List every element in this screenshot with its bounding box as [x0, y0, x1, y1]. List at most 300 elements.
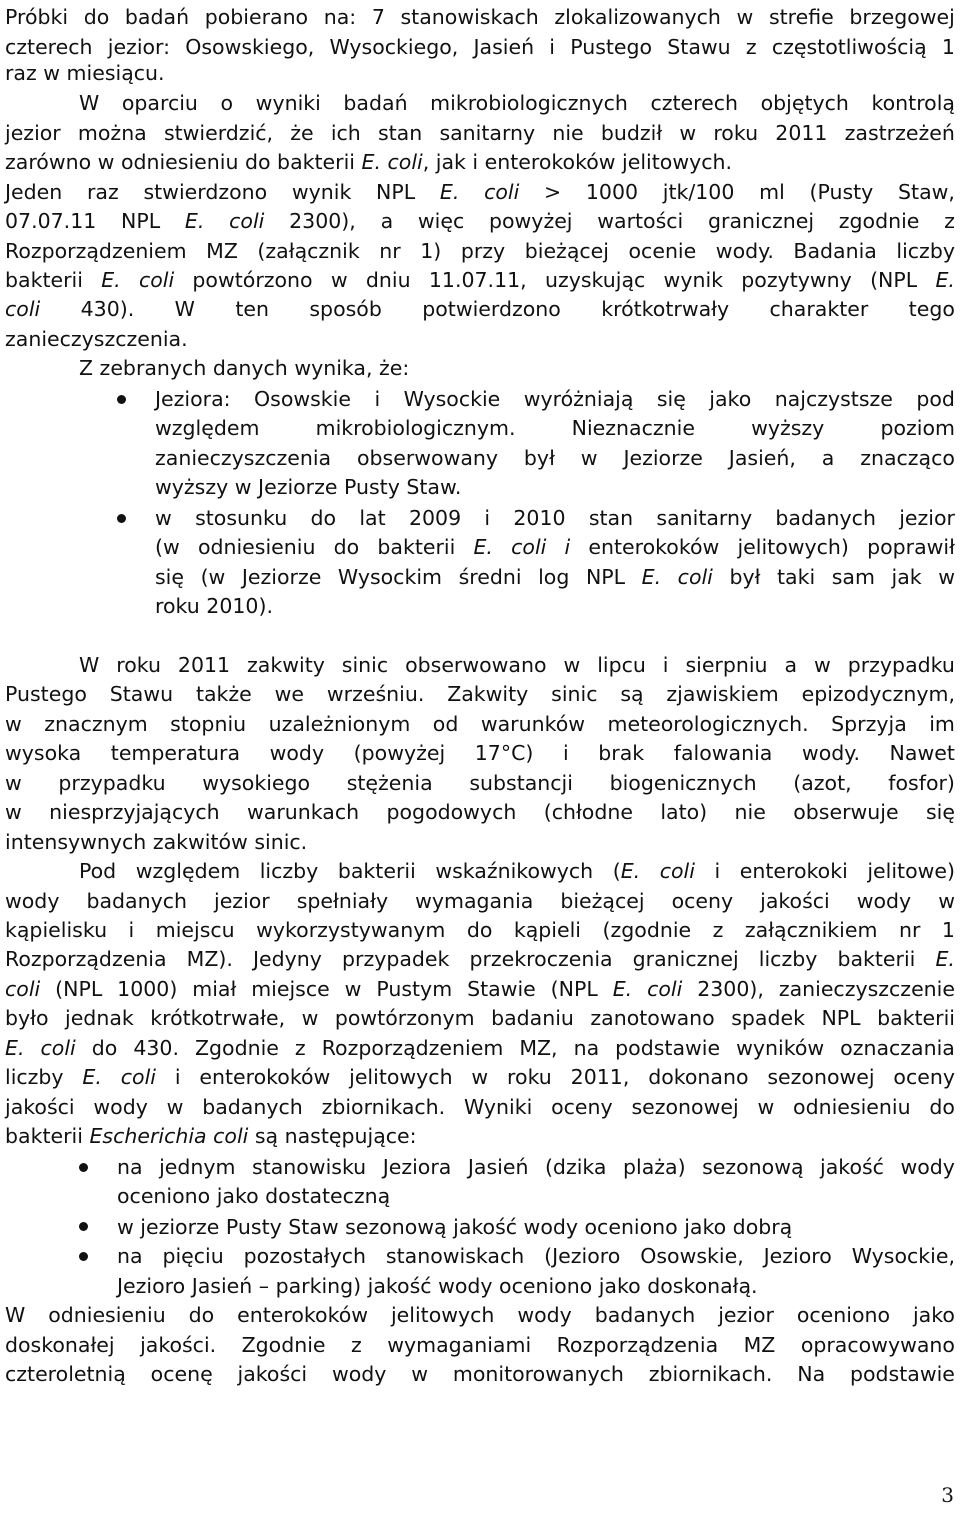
word: (NPL — [55, 977, 103, 1001]
text-line — [5, 768, 955, 798]
text-line — [155, 443, 955, 473]
word: 2009 — [408, 506, 462, 530]
word: potwierdzono — [422, 297, 561, 321]
word: a — [380, 209, 394, 233]
text-line — [5, 1330, 955, 1360]
text-line — [117, 1241, 955, 1271]
text-line — [5, 974, 955, 1004]
word: badanych — [86, 889, 187, 913]
word: jelitowych) — [737, 535, 849, 559]
word: (załącznik — [257, 239, 360, 263]
text-line: Jezioro Jasień – parking) jakość wody oceniono jako doskonałą. — [117, 1274, 758, 1298]
word: z — [745, 35, 757, 59]
word: E. — [82, 1065, 102, 1089]
word: > — [543, 180, 562, 204]
word: Wysockiego, — [329, 35, 459, 59]
word: Jeziora: — [155, 387, 231, 411]
word: lat — [359, 506, 386, 530]
word: 2300), — [289, 209, 356, 233]
word: w — [155, 506, 172, 530]
word: Jasień — [467, 1155, 529, 1179]
word: Na — [797, 1362, 826, 1386]
word: W — [79, 91, 100, 115]
word: i — [374, 387, 381, 411]
word: Zgodnie — [194, 1036, 279, 1060]
word: wody. — [801, 741, 860, 765]
word: stanowisku — [251, 1155, 367, 1179]
text-line — [5, 2, 955, 32]
word: temperatura — [110, 741, 241, 765]
word: na — [573, 1036, 600, 1060]
word: stan — [588, 506, 634, 530]
word: mikrobiologicznym. — [315, 416, 516, 440]
word: enterokoków — [237, 1303, 369, 1327]
word: tego — [908, 297, 955, 321]
bullet-icon — [117, 514, 126, 523]
text-line — [5, 177, 955, 207]
text-line: Z zebranych danych wynika, że: — [79, 356, 410, 380]
word: zlokalizowanych — [554, 5, 721, 29]
word: oznaczania — [840, 1036, 955, 1060]
word: spadek — [731, 1006, 805, 1030]
word: najczystsze — [774, 387, 893, 411]
word: sinic — [341, 653, 389, 677]
text-line: raz w miesiącu. — [5, 61, 165, 85]
word: w — [411, 1362, 429, 1386]
word: ml — [759, 180, 785, 204]
word: wody — [269, 741, 325, 765]
word: w — [938, 565, 955, 589]
word: epizodycznym, — [801, 682, 955, 706]
word: Próbki — [5, 5, 69, 29]
word: sezonową — [702, 1155, 804, 1179]
word: Rozporządzeniem — [5, 239, 187, 263]
word: jelitowych — [349, 1065, 453, 1089]
word: Jedyny — [252, 947, 322, 971]
word: Zgodnie — [241, 1333, 326, 1357]
word: liczby — [5, 1065, 64, 1089]
word: liczby — [259, 859, 319, 883]
word: wynik — [291, 180, 352, 204]
word: (Jezioro — [544, 1244, 621, 1268]
word: a — [821, 446, 835, 470]
word: zbiornikach. — [321, 1095, 446, 1119]
bullet-icon — [79, 1222, 88, 1231]
word: uzależnionym — [268, 712, 411, 736]
word: Wysockim — [337, 565, 442, 589]
word: sezonowej — [631, 1095, 739, 1119]
word: z — [712, 918, 724, 942]
text-line — [5, 797, 955, 827]
word: Rozporządzenia — [5, 947, 167, 971]
word: 1000 — [585, 180, 639, 204]
word: w — [736, 5, 754, 29]
word: badaniu — [491, 1006, 574, 1030]
word: biogenicznych — [609, 771, 757, 795]
text-line — [5, 118, 955, 148]
word: znacząco — [860, 446, 955, 470]
word: jakość — [820, 1155, 884, 1179]
word: 2011 — [177, 653, 231, 677]
word: bakterii — [877, 1006, 955, 1030]
word: pogodowych — [386, 800, 517, 824]
word: odniesieniu — [793, 1095, 911, 1119]
word: na — [117, 1244, 143, 1268]
word: MZ). — [186, 947, 233, 971]
word: E. — [935, 268, 955, 292]
word: przypadek — [342, 947, 450, 971]
word: oparciu — [121, 91, 198, 115]
word: i — [128, 918, 135, 942]
word: objętych — [760, 91, 849, 115]
word: MZ — [743, 1333, 776, 1357]
word: jednym — [159, 1155, 236, 1179]
word: obserwowany — [357, 446, 499, 470]
word: bieżącej — [560, 889, 645, 913]
word: coli — [511, 535, 547, 559]
word: także — [195, 682, 252, 706]
word: Wysockie — [403, 387, 501, 411]
word: Rozporządzeniem — [321, 1036, 504, 1060]
word: do — [91, 1036, 118, 1060]
word: na: — [323, 5, 357, 29]
word: bakterii — [5, 268, 83, 292]
word: budził — [600, 121, 663, 145]
word: względem — [135, 859, 241, 883]
word: wyższy — [751, 416, 825, 440]
word: sposób — [309, 297, 382, 321]
text-line — [5, 236, 955, 266]
word: odniesieniu — [48, 1303, 166, 1327]
word: coli — [120, 1065, 156, 1089]
word: wskaźnikowych — [435, 859, 594, 883]
word: niesprzyjających — [49, 800, 220, 824]
word: w — [166, 1095, 184, 1119]
word: do — [333, 535, 360, 559]
text-line: roku 2010). — [155, 594, 273, 618]
word: MZ — [206, 239, 238, 263]
word: odniesieniu — [197, 535, 316, 559]
word: granicznej — [632, 947, 739, 971]
word: do — [188, 1303, 215, 1327]
word: ten — [235, 297, 269, 321]
word: sanitarny — [439, 121, 536, 145]
word: granicznej — [708, 209, 815, 233]
word: dokonano — [648, 1065, 749, 1089]
word: jak — [891, 565, 922, 589]
word: jakości — [237, 1362, 308, 1386]
word: warunkach — [247, 800, 360, 824]
word: log — [538, 565, 570, 589]
word: jakości. — [140, 1333, 217, 1357]
word: stosunku — [195, 506, 288, 530]
word: meteorologicznych. — [607, 712, 809, 736]
word: sezonowej — [767, 1065, 875, 1089]
text-line — [79, 650, 955, 680]
text-line — [5, 1062, 955, 1092]
word: enterokoków — [588, 535, 720, 559]
word: było — [5, 1006, 49, 1030]
word: więc — [417, 209, 465, 233]
word: Badania — [793, 239, 877, 263]
word: monitorowanych — [452, 1362, 624, 1386]
word: jednak — [65, 1006, 134, 1030]
word: czterech — [5, 35, 93, 59]
word: wrześniu. — [326, 682, 425, 706]
word: coli — [138, 268, 175, 292]
word: można — [77, 121, 147, 145]
word: lato) — [660, 800, 708, 824]
word: roku — [713, 121, 759, 145]
text-line: zarówno w odniesieniu do bakterii E. coli, jak i enterokoków jelitowych. — [5, 150, 733, 174]
word: nr — [379, 239, 401, 263]
word: z — [944, 209, 955, 233]
word: wyniki — [255, 91, 321, 115]
word: wartości — [597, 209, 684, 233]
word: Pustego — [5, 682, 87, 706]
word: w — [679, 121, 697, 145]
word: (w — [155, 535, 180, 559]
word: wody — [5, 889, 60, 913]
text-line — [5, 709, 955, 739]
word: dniu — [365, 268, 411, 292]
word: wody — [900, 1155, 955, 1179]
word: powyżej — [488, 209, 573, 233]
word: wody — [331, 1362, 387, 1386]
word: nie — [734, 800, 766, 824]
word: 2011, — [570, 1065, 630, 1089]
word: obserwowano — [405, 653, 547, 677]
bullet-icon — [79, 1252, 88, 1261]
text-line — [79, 856, 955, 886]
word: jelitowych — [390, 1303, 495, 1327]
word: kąpieli — [513, 918, 582, 942]
word: coli — [659, 859, 695, 883]
text-line — [155, 413, 955, 443]
word: 430. — [133, 1036, 179, 1060]
word: wysoka — [5, 741, 82, 765]
word: podstawie — [849, 1362, 955, 1386]
word: Pod — [79, 859, 117, 883]
word: Staw, — [898, 180, 955, 204]
word: coli — [40, 1036, 76, 1060]
word: zanieczyszczenia — [155, 446, 332, 470]
text-line: intensywnych zakwitów sinic. — [5, 830, 308, 854]
word: sam — [831, 565, 875, 589]
word: zanotowano — [590, 1006, 715, 1030]
word: Sprzyja — [831, 712, 907, 736]
word: uzyskując — [544, 268, 646, 292]
word: 430). — [80, 297, 135, 321]
word: E. — [473, 535, 493, 559]
word: NPL — [585, 565, 626, 589]
word: stan — [377, 121, 423, 145]
word: jakości — [760, 889, 830, 913]
word: E. — [184, 209, 205, 233]
word: stwierdzić, — [163, 121, 274, 145]
word: raz — [86, 180, 119, 204]
word: 11.07.11, — [428, 268, 527, 292]
word: badanych — [594, 1303, 696, 1327]
word: strefie — [768, 5, 834, 29]
word: kontrolą — [871, 91, 955, 115]
word: jelitowe) — [867, 859, 955, 883]
word: w — [301, 1006, 319, 1030]
word: poprawił — [867, 535, 955, 559]
word: z — [294, 1036, 306, 1060]
word: badań — [124, 5, 190, 29]
text-line: zanieczyszczenia. — [5, 327, 188, 351]
word: w — [5, 712, 22, 736]
word: Stawie — [467, 977, 536, 1001]
word: E. — [641, 565, 662, 589]
word: jezior — [5, 121, 61, 145]
word: Zakwity — [447, 682, 529, 706]
word: Nawet — [889, 741, 955, 765]
word: w — [344, 977, 362, 1001]
word: spełniały — [296, 889, 389, 913]
word: i — [714, 859, 721, 883]
word: przypadku — [58, 771, 166, 795]
word: nie — [552, 121, 584, 145]
word: zgodnie — [838, 209, 920, 233]
word: są — [620, 682, 644, 706]
word: się — [155, 565, 184, 589]
word: wymagania — [415, 889, 534, 913]
word: od — [432, 712, 459, 736]
word: się — [656, 387, 686, 411]
word: E. — [439, 180, 460, 204]
word: stężenia — [346, 771, 433, 795]
word: roku — [116, 653, 161, 677]
word: krótkotrwałe, — [150, 1006, 286, 1030]
word: w — [471, 1065, 489, 1089]
word: taki — [777, 565, 816, 589]
word: w — [757, 1095, 775, 1119]
word: w — [563, 653, 581, 677]
text-line — [155, 384, 955, 414]
word: zbiornikach. — [648, 1362, 773, 1386]
word: Pustym — [376, 977, 453, 1001]
word: zjawiskiem — [666, 682, 779, 706]
word: nr — [898, 918, 921, 942]
word: enterokoki — [739, 859, 848, 883]
word: E. — [5, 1036, 25, 1060]
word: obserwuje — [793, 800, 899, 824]
word: oceny — [893, 1065, 955, 1089]
word: im — [929, 712, 955, 736]
word: pozostałych — [243, 1244, 367, 1268]
word: wynik — [663, 268, 724, 292]
word: NPL — [821, 1006, 861, 1030]
word: coli — [647, 977, 683, 1001]
word: badanych — [202, 1095, 303, 1119]
word: 17°C) — [474, 741, 534, 765]
word: w — [938, 889, 955, 913]
text-line — [117, 1152, 955, 1182]
word: (E. — [612, 859, 641, 883]
word: w — [5, 800, 22, 824]
word: (zgodnie — [602, 918, 692, 942]
word: jezior — [899, 506, 955, 530]
word: miał — [192, 977, 237, 1001]
word: jezior: — [107, 35, 171, 59]
word: Jezioro — [763, 1244, 832, 1268]
word: Jeden — [5, 180, 63, 204]
word: do — [83, 5, 110, 29]
text-line: wyższy w Jeziorze Pusty Staw. — [155, 475, 462, 499]
text-line — [5, 1359, 955, 1389]
text-line — [155, 503, 955, 533]
word: na — [117, 1155, 143, 1179]
word: powtórzono — [192, 268, 313, 292]
word: wody — [856, 889, 912, 913]
word: fosfor) — [888, 771, 955, 795]
word: brzegowej — [849, 5, 955, 29]
bullet-icon — [117, 395, 126, 404]
word: stanowiskach — [400, 5, 539, 29]
word: oceniono — [796, 1303, 891, 1327]
word: w — [5, 771, 22, 795]
word: wysokiego — [202, 771, 311, 795]
word: miejscu — [155, 918, 235, 942]
word: (w — [200, 565, 226, 589]
word: przy — [460, 239, 506, 263]
word: bakterii — [837, 947, 916, 971]
word: jezior — [214, 889, 270, 913]
word: a — [784, 653, 798, 677]
text-line — [5, 294, 955, 324]
word: względem — [155, 416, 260, 440]
word: 1000) — [117, 977, 178, 1001]
word: miejsce — [251, 977, 330, 1001]
word: falowania — [673, 741, 773, 765]
word: brak — [598, 741, 645, 765]
word: jakości — [5, 1095, 75, 1119]
word: coli — [5, 977, 41, 1001]
word: MZ, — [519, 1036, 558, 1060]
word: Rozporządzenia — [556, 1333, 719, 1357]
word: doskonałej — [5, 1333, 115, 1357]
word: E. — [612, 977, 633, 1001]
word: plaża) — [622, 1155, 686, 1179]
word: NPL — [376, 180, 416, 204]
word: W — [79, 653, 100, 677]
word: Pustego — [570, 35, 653, 59]
word: bakterii — [337, 859, 416, 883]
word: coli — [229, 209, 265, 233]
word: Jasień — [473, 35, 535, 59]
word: badanych — [775, 506, 876, 530]
text-line — [5, 886, 955, 916]
word: stwierdzono — [143, 180, 268, 204]
word: liczby — [896, 239, 955, 263]
word: wody — [93, 1095, 148, 1119]
word: Osowskiego, — [185, 35, 315, 59]
word: i — [549, 35, 555, 59]
text-line — [5, 944, 955, 974]
word: ich — [330, 121, 361, 145]
word: oceny — [671, 889, 734, 913]
word: sanitarny — [656, 506, 753, 530]
word: i — [662, 653, 669, 677]
word: jako — [709, 387, 752, 411]
text-line: w jeziorze Pusty Staw sezonową jakość wody oceniono jako dobrą — [117, 1215, 793, 1239]
word: powtórzonym — [334, 1006, 475, 1030]
word: substancji — [469, 771, 573, 795]
word: do — [466, 918, 493, 942]
word: krótkotrwały — [601, 297, 730, 321]
